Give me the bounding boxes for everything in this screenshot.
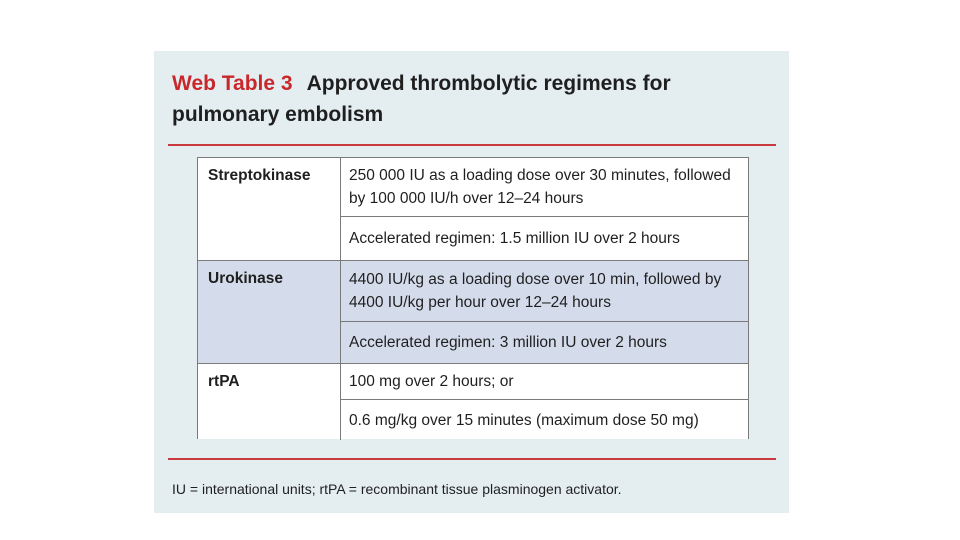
table-row-rtpa bbox=[198, 364, 748, 440]
regimen-cell: Accelerated regimen: 1.5 million IU over 2 hours bbox=[349, 230, 680, 247]
table-figure bbox=[154, 51, 789, 513]
bottom-divider bbox=[168, 458, 776, 460]
drug-name: Urokinase bbox=[198, 261, 341, 363]
table-caption: Approved thrombolytic regimens for pulmonary embolism bbox=[172, 72, 671, 126]
table-row-urokinase bbox=[198, 261, 748, 364]
table-title bbox=[172, 68, 772, 130]
regimen-list bbox=[341, 158, 748, 260]
drug-name: Streptokinase bbox=[198, 158, 341, 260]
regimen-table bbox=[197, 157, 749, 439]
regimen-cell: Accelerated regimen: 3 million IU over 2 hours bbox=[349, 334, 667, 351]
regimen-cell: 0.6 mg/kg over 15 minutes (maximum dose 50 mg) bbox=[349, 411, 699, 429]
top-divider bbox=[168, 144, 776, 146]
regimen-cell: 100 mg over 2 hours; or bbox=[341, 364, 748, 400]
regimen-list bbox=[341, 261, 748, 363]
table-footnote: IU = international units; rtPA = recombinant tissue plasminogen activator. bbox=[172, 481, 622, 497]
drug-name: rtPA bbox=[198, 364, 341, 440]
regimen-cell: 4400 IU/kg as a loading dose over 10 min, followed by 4400 IU/kg per hour over 12–24 hours bbox=[341, 261, 748, 322]
regimen-list bbox=[341, 364, 748, 440]
table-label: Web Table 3 bbox=[172, 72, 293, 95]
table-row-streptokinase bbox=[198, 158, 748, 261]
regimen-cell: 250 000 IU as a loading dose over 30 minutes, followed by 100 000 IU/h over 12–24 hours bbox=[341, 158, 748, 217]
